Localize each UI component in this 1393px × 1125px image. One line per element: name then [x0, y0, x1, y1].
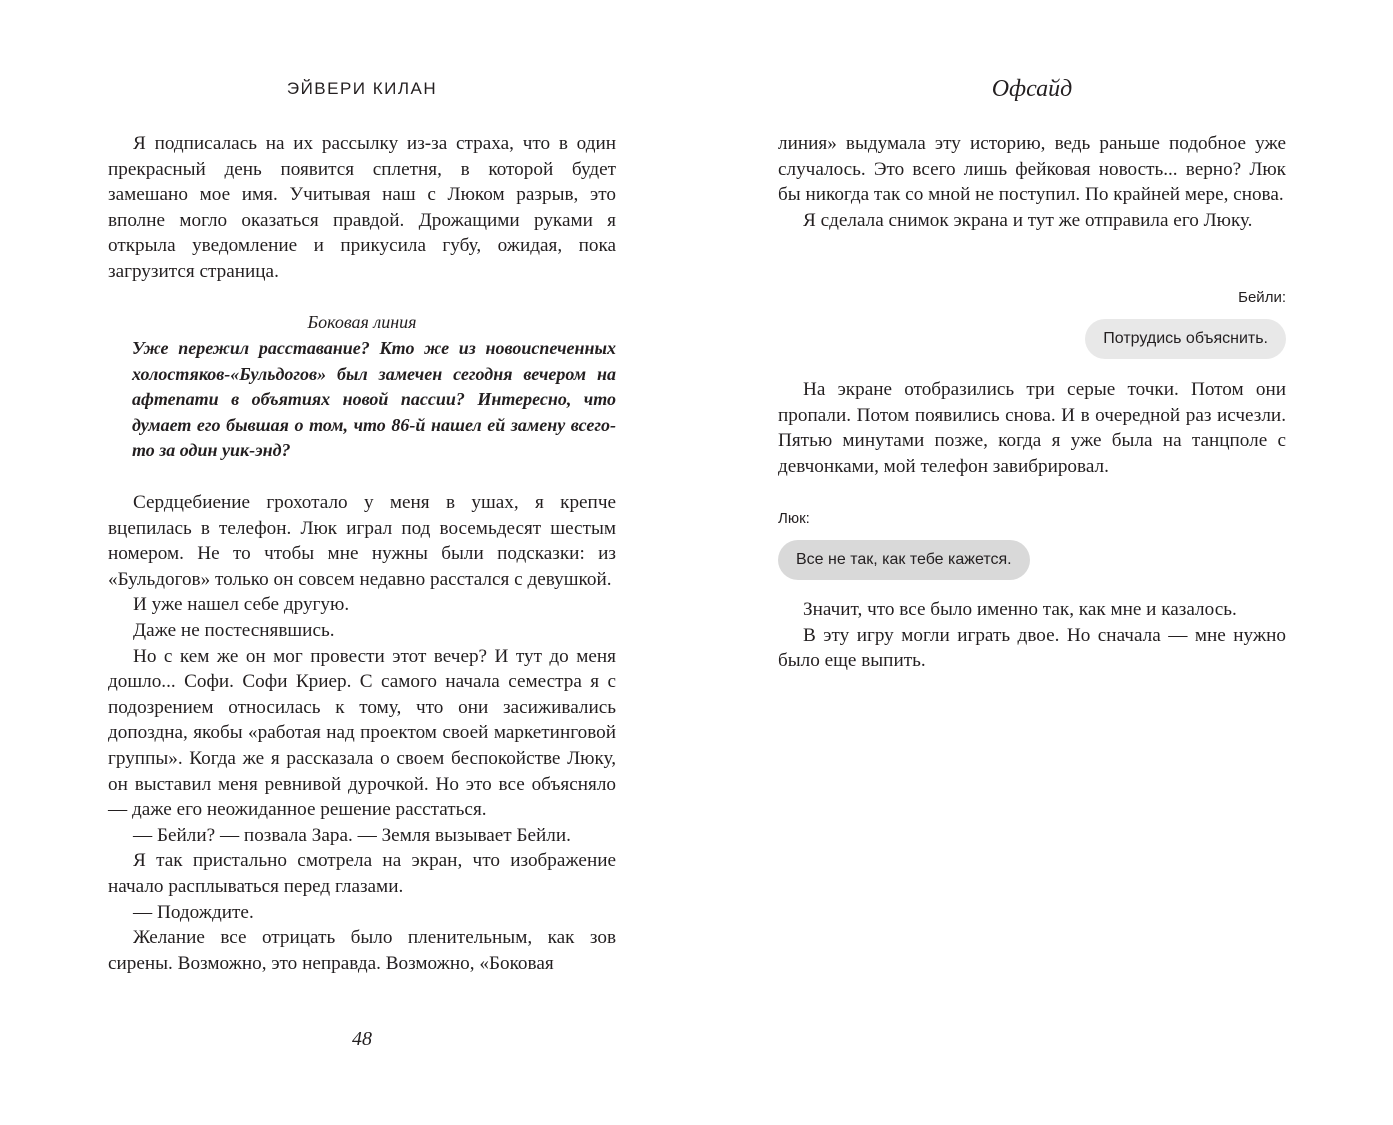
- left-text-block-1: [108, 131, 616, 285]
- paragraph: — Подождите.: [133, 901, 254, 923]
- gossip-body: Уже пережил расставание? Кто же из новоиспеченных холостяков-«Бульдогов» был замечен сегодня вечером на афтепати в объятиях новой пассии? Интересно, что думает его бывшая о том, что 86-й нашел ей замену всего-то за один уик-энд?: [132, 338, 616, 461]
- message-bubble-luke: Все не так, как тебе кажется.: [778, 540, 1030, 580]
- right-text-block-1: [778, 131, 1286, 233]
- paragraph: Значит, что все было именно так, как мне и казалось.: [803, 599, 1237, 620]
- paragraph: В эту игру могли играть двое. Но сначала — мне нужно было еще выпить.: [778, 624, 1286, 672]
- page-number: 48: [352, 1028, 372, 1050]
- paragraph: Я так пристально смотрела на экран, что изображение начало расплываться перед глазами.: [108, 850, 616, 897]
- paragraph: — Бейли? — позвала Зара. — Земля вызывает Бейли.: [133, 824, 571, 846]
- message-bubble-bailey: Потрудись объяснить.: [1085, 319, 1286, 359]
- right-text-block-2: [778, 377, 1286, 479]
- paragraph: Я подписалась на их рассылку из-за страха, что в один прекрасный день появится сплетня, в которой будет замешано мое имя. Учитывая наш с Люком разрыв, это вполне могло оказаться правдой. Дрожащими руками я открыла уведомление и прикусила губу, ожидая, пока загрузится страница.: [108, 133, 616, 282]
- paragraph: Желание все отрицать было пленительным, как зов сирены. Возможно, это неправда. Возможно, «Боковая: [108, 927, 616, 974]
- message-sender-luke: Люк:: [778, 510, 810, 527]
- paragraph: Но с кем же он мог провести этот вечер? И тут до меня дошло... Софи. Софи Криер. С самого начала семестра я с подозрением относилась к тому, что они засиживались допоздна, якобы «работая над проектом своей маркетинговой группы». Когда же я рассказала о своем беспокойстве Люку, он выставил меня ревнивой дурочкой. Но это все объясняло — даже его неожиданное решение расстаться.: [108, 645, 616, 821]
- paragraph-continued: линия» выдумала эту историю, ведь раньше подобное уже случалось. Это всего лишь фейковая новость... верно? Люк бы никогда так со мной не поступил. По крайней мере, снова.: [778, 133, 1286, 206]
- message-sender-bailey: Бейли:: [1238, 289, 1286, 306]
- paragraph: Сердцебиение грохотало у меня в ушах, я крепче вцепилась в телефон. Люк играл под восемьдесят шестым номером. Не то чтобы мне нужны были подсказки: из «Бульдогов» только он совсем недавно расстался с девушкой.: [108, 492, 616, 590]
- right-text-block-3: [778, 597, 1286, 674]
- paragraph: Я сделала снимок экрана и тут же отправила его Люку.: [803, 209, 1253, 231]
- paragraph: Даже не постеснявшись.: [133, 619, 335, 641]
- paragraph: И уже нашел себе другую.: [133, 594, 350, 616]
- right-page: [696, 0, 1393, 1125]
- gossip-heading: Боковая линия: [307, 312, 417, 332]
- left-text-block-2: [108, 490, 616, 976]
- title-running-head: Офсайд: [991, 76, 1073, 102]
- left-page: [0, 0, 696, 1125]
- author-running-head: ЭЙВЕРИ КИЛАН: [286, 79, 438, 98]
- paragraph: На экране отобразились три серые точки. Потом они пропали. Потом появились снова. И в очередной раз исчезли. Пятью минутами позже, когда я уже была на танцполе с девчонками, мой телефон завибрировал.: [778, 379, 1286, 477]
